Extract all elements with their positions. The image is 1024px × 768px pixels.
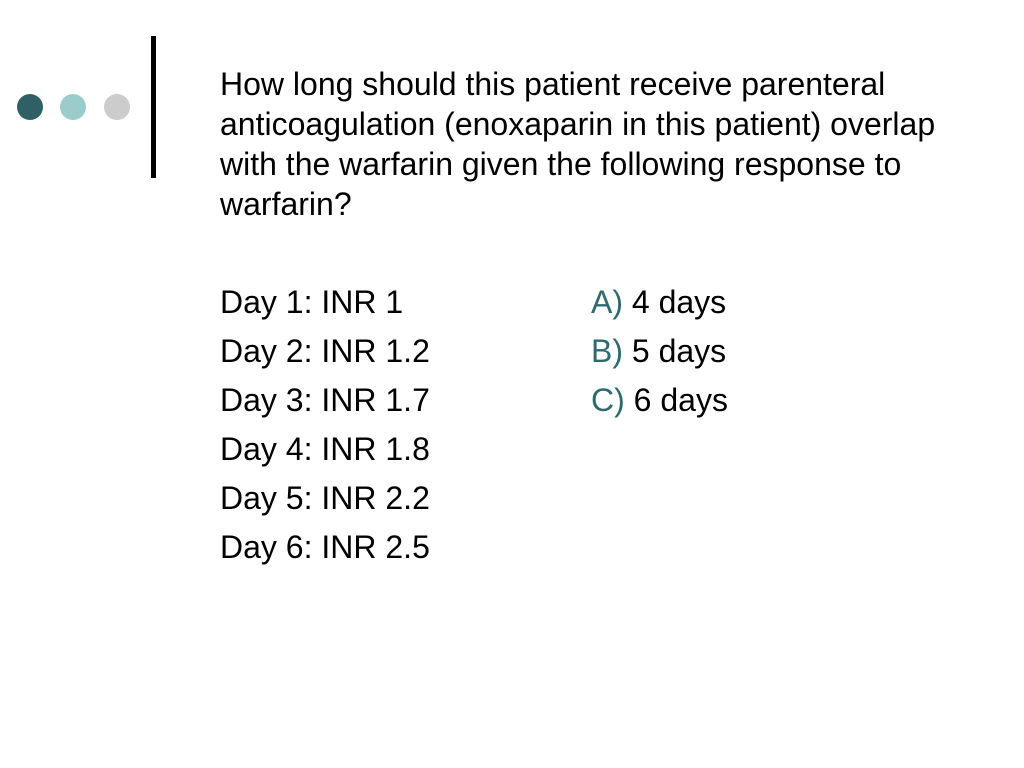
answer-options (591, 279, 728, 426)
option-a-letter: A) (591, 284, 623, 320)
option-c-text: 6 days (633, 382, 728, 418)
inr-reading-day-1: Day 1: INR 1 (220, 284, 404, 320)
option-b-text: 5 days (631, 333, 727, 369)
option-b-letter: B) (591, 333, 623, 369)
question-text: How long should this patient receive parenteral anticoagulation (enoxaparin in this patient) overlap with the warfarin given the following response to warfarin? (220, 66, 936, 222)
option-a (591, 279, 728, 328)
decor-dot-light-teal (60, 94, 86, 120)
option-c (591, 377, 728, 426)
vertical-divider (151, 36, 156, 178)
inr-reading-day-6: Day 6: INR 2.5 (220, 529, 430, 565)
option-c-letter: C) (591, 382, 625, 418)
option-a-text: 4 days (631, 284, 727, 320)
option-b (591, 328, 728, 377)
inr-reading-day-2: Day 2: INR 1.2 (220, 333, 430, 369)
inr-reading-list (220, 279, 430, 573)
decor-dot-dark (17, 94, 43, 120)
decor-dot-gray (104, 94, 130, 120)
inr-reading-day-3: Day 3: INR 1.7 (220, 382, 430, 418)
inr-reading-day-5: Day 5: INR 2.2 (220, 480, 430, 516)
inr-reading-day-4: Day 4: INR 1.8 (220, 431, 430, 467)
